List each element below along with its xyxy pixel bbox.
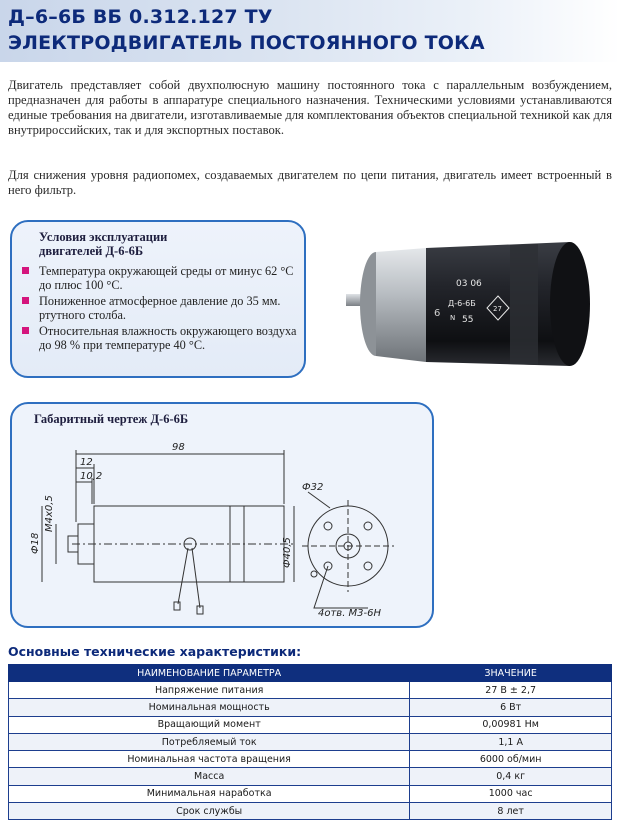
operating-conditions-panel: [10, 220, 306, 378]
intro-paragraph-description: Двигатель представляет собой двухполюсную машину постоянного тока с параллельным возбуждением, предназначен для работы в аппаратуре специального назначения. Техническими условиями устанавливаются единые требования на двигатели, изготавливаемые для комплектования объектов специальной техникой как для внутрироссийских, так и для экспортных поставок.: [8, 78, 612, 137]
table-row: Вращающий момент 0,00981 Нм: [9, 716, 612, 733]
motor-front-cap: [376, 248, 426, 362]
page-header: [0, 0, 620, 62]
operating-conditions-list: [20, 264, 302, 354]
svg-text:03 06: 03 06: [456, 279, 482, 289]
table-row: Масса 0,4 кг: [9, 768, 612, 785]
table-row: Номинальная мощность 6 Вт: [9, 699, 612, 716]
svg-text:12: 12: [80, 457, 93, 468]
table-row: Номинальная частота вращения 6000 об/мин: [9, 751, 612, 768]
svg-text:Ф18: Ф18: [30, 532, 41, 554]
operating-conditions-title: Условия эксплуатации двигателей Д-6-6Б: [39, 230, 168, 258]
svg-text:N: N: [450, 314, 456, 322]
condition-item-pressure: Пониженное атмосферное давление до 35 мм. ртутного столба.: [20, 294, 302, 322]
svg-text:55: 55: [462, 315, 474, 325]
svg-text:4отв. М3-6Н: 4отв. М3-6Н: [318, 608, 382, 619]
table-row: Напряжение питания 27 В ± 2,7: [9, 682, 612, 699]
product-name-title: ЭЛЕКТРОДВИГАТЕЛЬ ПОСТОЯННОГО ТОКА: [8, 32, 485, 54]
table-row: Срок службы 8 лет: [9, 803, 612, 820]
square-bullet-icon: [22, 327, 29, 334]
svg-text:Д-6-6Б: Д-6-6Б: [448, 299, 476, 308]
svg-text:27: 27: [493, 305, 502, 313]
motor-rear-face: [550, 242, 590, 366]
table-row: Минимальная наработка 1000 час: [9, 785, 612, 802]
specs-col-value: ЗНАЧЕНИЕ: [410, 665, 612, 682]
svg-text:98: 98: [172, 442, 185, 453]
table-row: Потребляемый ток 1,1 А: [9, 733, 612, 750]
svg-text:Ф40,5: Ф40,5: [282, 537, 293, 568]
dimension-drawing-title: Габаритный чертеж Д-6-6Б: [34, 412, 189, 426]
svg-text:10,2: 10,2: [80, 471, 103, 482]
specs-section-title: Основные технические характеристики:: [8, 644, 302, 659]
condition-item-temperature: Температура окружающей среды от минус 62 °С до плюс 100 °С.: [20, 264, 302, 292]
square-bullet-icon: [22, 267, 29, 274]
product-code-title: Д–6–6Б ВБ 0.312.127 ТУ: [8, 6, 273, 28]
intro-paragraph-filter: Для снижения уровня радиопомех, создаваемых двигателем по цепи питания, двигатель имеет встроенный в него фильтр.: [8, 168, 612, 197]
square-bullet-icon: [22, 297, 29, 304]
motor-photo: [338, 232, 596, 372]
dimension-drawing-panel: [10, 402, 434, 628]
svg-text:Ф32: Ф32: [302, 482, 324, 493]
specs-col-param: НАИМЕНОВАНИЕ ПАРАМЕТРА: [9, 665, 410, 682]
svg-text:М4х0,5: М4х0,5: [44, 495, 55, 532]
svg-text:6: 6: [434, 308, 441, 319]
specs-header-row: [9, 665, 612, 682]
specs-table: [8, 664, 612, 820]
condition-item-humidity: Относительная влажность окружающего воздуха до 98 % при температуре 40 °С.: [20, 324, 302, 352]
dimension-drawing: [12, 404, 436, 630]
